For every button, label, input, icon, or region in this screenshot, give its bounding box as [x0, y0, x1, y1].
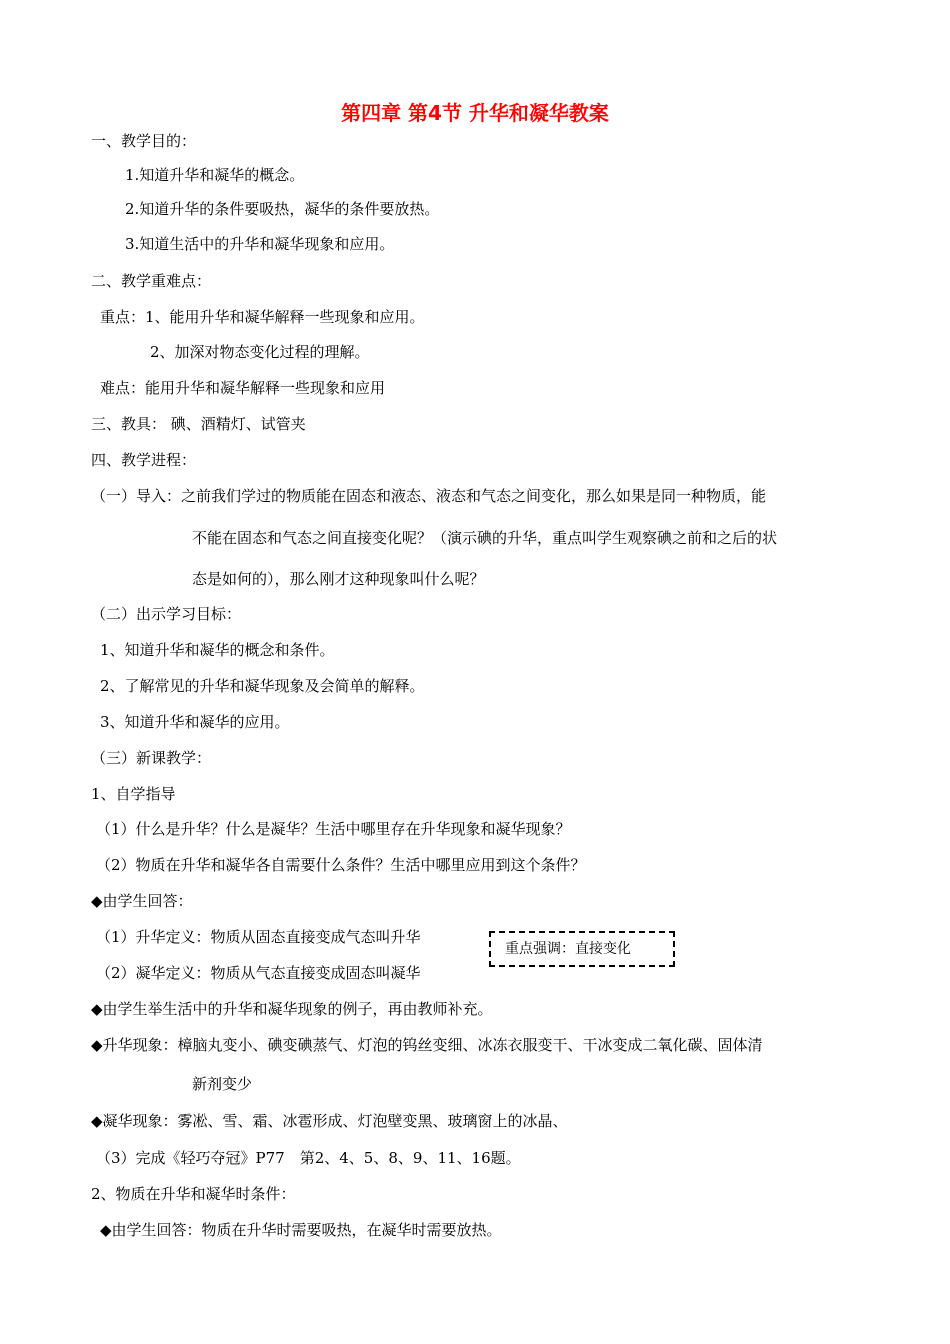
text-line: ◆由学生回答： [91, 892, 193, 910]
text-line: 态是如何的），那么刚才这种现象叫什么呢？ [192, 570, 485, 588]
text-line: （2）凝华定义：物质从气态直接变成固态叫凝华 [96, 964, 421, 982]
text-line: 难点：能用升华和凝华解释一些现象和应用 [100, 379, 386, 397]
text-line: ◆由学生举生活中的升华和凝华现象的例子，再由教师补充。 [91, 1000, 493, 1018]
text-line: （1）什么是升华？什么是凝华？生活中哪里存在升华现象和凝华现象？ [96, 820, 571, 838]
document-title: 第四章 第4节 升华和凝华教案 [341, 101, 609, 125]
section-heading: 一、教学目的： [91, 132, 197, 150]
text-line: （一）导入：之前我们学过的物质能在固态和液态、液态和气态之间变化，那么如果是同一种物质，能 [91, 487, 767, 505]
text-line: 新剂变少 [192, 1075, 253, 1093]
text-line: 2.知道升华的条件要吸热，凝华的条件要放热。 [125, 200, 440, 218]
section-heading: 二、教学重难点： [91, 272, 212, 290]
text-line: （二）出示学习目标： [91, 605, 242, 623]
text-line: ◆凝华现象：雾凇、雪、霜、冰雹形成、灯泡壁变黑、玻璃窗上的冰晶、 [91, 1112, 568, 1130]
text-line: 不能在固态和气态之间直接变化呢？（演示碘的升华，重点叫学生观察碘之前和之后的状 [192, 529, 778, 547]
emphasis-callout-box: 重点强调：直接变化 [489, 931, 675, 967]
text-line: （2）物质在升华和凝华各自需要什么条件？生活中哪里应用到这个条件？ [96, 856, 586, 874]
text-line: ◆升华现象：樟脑丸变小、碘变碘蒸气、灯泡的钨丝变细、冰冻衣服变干、干冰变成二氧化碳、固体清 [91, 1036, 763, 1054]
text-line: 2、加深对物态变化过程的理解。 [150, 343, 370, 361]
text-line: 2、了解常见的升华和凝华现象及会简单的解释。 [100, 677, 425, 695]
section-heading: 三、教具： 碘、酒精灯、试管夹 [91, 415, 306, 433]
text-line: 1、自学指导 [91, 785, 176, 803]
text-line: （1）升华定义：物质从固态直接变成气态叫升华 [96, 928, 421, 946]
text-line: 1、知道升华和凝华的概念和条件。 [100, 641, 335, 659]
text-line: 2、物质在升华和凝华时条件： [91, 1185, 296, 1203]
text-line: 重点：1、能用升华和凝华解释一些现象和应用。 [100, 308, 425, 326]
text-line: 3.知道生活中的升华和凝华现象和应用。 [125, 235, 395, 253]
section-heading: 四、教学进程： [91, 451, 197, 469]
text-line: （3）完成《轻巧夺冠》P77 第2、4、5、8、9、11、16题。 [96, 1149, 521, 1167]
text-line: ◆由学生回答：物质在升华时需要吸热，在凝华时需要放热。 [100, 1221, 502, 1239]
text-line: （三）新课教学： [91, 749, 212, 767]
text-line: 3、知道升华和凝华的应用。 [100, 713, 290, 731]
text-line: 1.知道升华和凝华的概念。 [125, 166, 305, 184]
